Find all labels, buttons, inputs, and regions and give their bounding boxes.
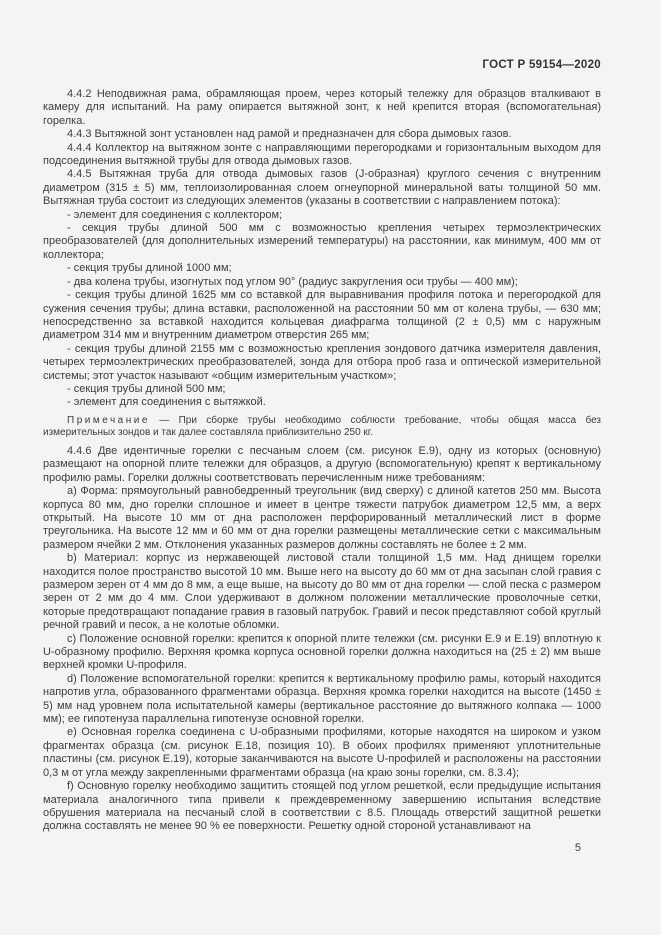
paragraph: 4.4.3 Вытяжной зонт установлен над рамой и предназначен для сбора дымовых газов. [67,128,512,141]
paragraph: c) Положение основной горелки: крепится к опорной плите тележки (см. рисунки Е.9 и Е.19) вплотную к U-образному профилю. Верхняя кромка корпуса основной горелки должна находиться на (25 ± 2) мм выше верхней кромки U-профиля. [43,632,601,672]
note-text: — При сборке трубы необходимо соблюсти требование, чтобы общая масса без измерительных зондов и так далее составляла приблизительно 250 кг. [43,414,601,439]
doc-code: ГОСТ Р 59154—2020 [482,59,601,71]
paragraph: - элемент для соединения с коллектором; [67,208,283,221]
paragraph: 4.4.5 Вытяжная труба для отвода дымовых газов (J-образная) круглого сечения с внутренним диаметром (315 ± 5) мм, теплоизолированная слоем огнеупорной минеральной ваты толщиной 50 мм. Вытяжная труба состоит из следующих элементов (указаны в соответствии с направлением потока): [43,168,601,208]
paragraph: 4.4.6 Две идентичные горелки с песчаным слоем (см. рисунок Е.9), одну из которых (основную) размещают на опорной плите тележки для образцов, а другую (вспомогательную) крепят к вертикальному профилю рамы. Горелки должны соответствовать перечисленным ниже требованиям: [43,444,601,484]
page-number: 5 [574,842,581,854]
paragraph: - секция трубы длиной 500 мм; [67,382,226,395]
paragraph: - два колена трубы, изогнутых под углом 90° (радиус закругления оси трубы — 400 мм); [67,275,518,288]
paragraph: - элемент для соединения с вытяжкой. [67,396,266,409]
paragraph: a) Форма: прямоугольный равнобедренный треугольник (вид сверху) с длиной катетов 250 мм. Высота корпуса 80 мм, дно горелки сплошное и имеет в центре тяжести патрубок диаметром 12,5 мм, а верх открытый. На высоте 10 мм от дна расположен перфорированный металлический лист в форме треугольника. На высоте 12 мм и 60 мм от дна горелки размещены металлические сетки с максимальным размером ячейки 2 мм. Отклонения указанных размеров должны составлять не более ± 2 мм. [43,485,601,551]
paragraph: - секция трубы длиной 2155 мм с возможностью крепления зондового датчика измерителя давления, четырех термоэлектрических преобразователей, зонда для отбора проб газа и оптической измерительной системы; этот участок называют «общим измерительным участком»; [43,342,601,382]
page-footer [43,842,601,854]
paragraph: - секция трубы длиной 1000 мм; [67,262,232,275]
paragraph: 4.4.4 Коллектор на вытяжном зонте с направляющими перегородками и горизонтальным выходом для подсоединения вытяжной трубы для отвода дымовых газов. [43,141,601,168]
paragraph: b) Материал: корпус из нержавеющей листовой стали толщиной 1,5 мм. Над днищем горелки находится полое пространство высотой 10 мм. Выше него на высоту до 60 мм от дна засыпан слой гравия с размером зерен от 4 мм до 8 мм, а еще выше, на высоту до 80 мм от дна горелки — слой песка с размером зерен от 2 мм до 4 мм. Слои удерживают в должном положении металлические проволочные сетки, которые предотвращают попадание гравия в газовый патрубок. Гравий и песок представляют собой круглый речной гравий и песок, а не колотые обломки. [43,552,602,632]
paragraph: f) Основную горелку необходимо защитить стоящей под углом решеткой, если предыдущие испытания материала аналогичного типа привели к преждевременному завершению испытания вследствие обрушения материала на песчаный слой в соответствии с 8.5. Площадь отверстий защитной решетки должна составлять не менее 90 % ее поверхности. Решетку одной стороной устанавливают на [43,780,601,833]
note-paragraph [43,415,601,440]
paragraph: 4.4.2 Неподвижная рама, обрамляющая проем, через который тележку для образцов вталкивают в камеру для испытаний. На раму опирается вытяжной зонт, к ней крепится вторая (вспомогательная) горелка. [43,88,601,127]
paragraph: - секция трубы длиной 500 мм с возможностью крепления четырех термоэлектрических преобразователей (для дополнительных измерений температуры) на расстоянии, как минимум, 400 мм от коллектора; [43,222,601,261]
document-content [43,88,601,834]
paragraph: d) Положение вспомогательной горелки: крепится к вертикальному профилю рамы, который находится напротив угла, образованного фрагментами образца. Верхняя кромка горелки находится на высоте (1450 ± 5) мм над уровнем пола испытательной камеры (вертикальное расстояние до вытяжного колпака — 1000 мм); ее гипотенуза параллельна гипотенузе основной горелки. [43,672,601,726]
paragraph: - секция трубы длиной 1625 мм со вставкой для выравнивания профиля потока и перегородкой для сужения сечения трубы; длина вставки, расположенной на расстоянии 50 мм от колена трубы, — 630 мм; непосредственно за вставкой находится кольцевая диафрагма толщиной (2 ± 0,5) мм с наружным диаметром 314 мм и внутренним диаметром отверстия 265 мм; [43,289,601,342]
paragraph: e) Основная горелка соединена с U-образными профилями, которые находятся на широком и узком фрагментах образца (см. рисунок Е.18, позиция 10). В обоих профилях применяют уплотнительные пластины (см. рисунок Е.19), которые заканчиваются на высоте U-профилей и расположены на расстоянии 0,3 м от угла между закрепленными фрагментами образца (на краю зоны горелки, см. 8.3.4); [43,726,601,779]
page-header [43,59,601,71]
note-label: Примечание [67,414,150,426]
